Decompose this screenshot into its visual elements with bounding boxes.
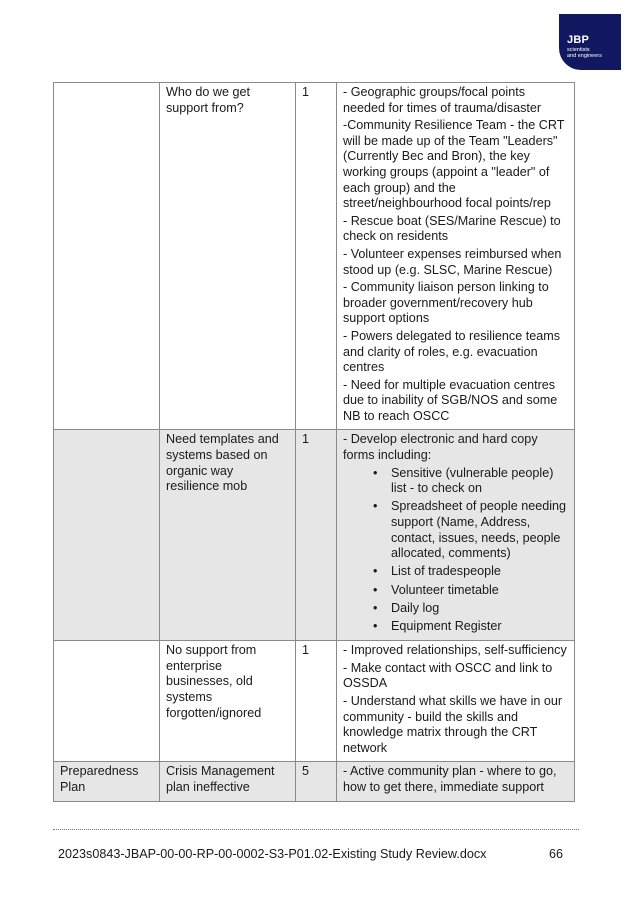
actions-cell <box>337 762 575 801</box>
bullet-item: • Sensitive (vulnerable people) list - to check on <box>391 466 568 497</box>
action-item: - Geographic groups/focal points needed for times of trauma/disaster <box>343 85 542 115</box>
document-name: 2023s0843-JBAP-00-00-RP-00-0002-S3-P01.02-Existing Study Review.docx <box>58 847 487 861</box>
table-row <box>54 83 575 430</box>
action-item: -Community Resilience Team - the CRT will be made up of the Team "Leaders" (Currently Bec and Bron), the key working groups (appoint a "leader" of each group) and the street/neighbourhood focal points/rep <box>343 118 565 211</box>
study-review-table <box>53 82 575 802</box>
rating-cell: 1 <box>296 641 337 762</box>
category-cell: Preparedness Plan <box>54 762 160 801</box>
page-number: 66 <box>548 847 563 861</box>
action-item: - Improved relationships, self-sufficiency <box>343 643 567 658</box>
logo-brand: JBP <box>567 34 589 46</box>
action-item: - Understand what skills we have in our community - build the skills and knowledge matrix through the CRT network <box>343 693 563 755</box>
logo-subtitle-line2: and engineers <box>567 53 602 59</box>
rating-cell: 1 <box>296 430 337 641</box>
issue-cell: Who do we get support from? <box>160 83 296 430</box>
rating-cell: 1 <box>296 83 337 430</box>
actions-cell <box>337 641 575 762</box>
action-item: - Active community plan - where to go, how to get there, immediate support <box>343 764 557 794</box>
issue-cell: No support from enterprise businesses, old systems forgotten/ignored <box>160 641 296 762</box>
jbp-logo <box>559 14 621 70</box>
logo-subtitle <box>567 47 602 59</box>
category-cell <box>54 430 160 641</box>
logo-subtitle-line1: scientists <box>567 47 590 53</box>
bullet-list <box>343 466 568 635</box>
table-row <box>54 641 575 762</box>
rating-cell: 5 <box>296 762 337 801</box>
action-item: - Powers delegated to resilience teams and clarity of roles, e.g. evacuation centres <box>343 328 561 375</box>
table-row <box>54 762 575 801</box>
category-cell <box>54 641 160 762</box>
category-cell <box>54 83 160 430</box>
issue-cell: Crisis Management plan ineffective <box>160 762 296 801</box>
action-item: - Need for multiple evacuation centres due to inability of SGB/NOS and some NB to reach OSCC <box>343 377 558 423</box>
bullet-item: • Volunteer timetable <box>391 583 568 599</box>
issue-cell: Need templates and systems based on organic way resilience mob <box>160 430 296 641</box>
action-item: - Rescue boat (SES/Marine Rescue) to check on residents <box>343 213 561 244</box>
footer-divider <box>53 829 579 830</box>
bullet-item: • Equipment Register <box>391 619 568 635</box>
bullet-item: • List of tradespeople <box>391 564 568 580</box>
table-row <box>54 430 575 641</box>
action-item: - Develop electronic and hard copy forms including: <box>343 432 538 463</box>
bullet-item: • Daily log <box>391 601 568 617</box>
actions-cell <box>337 430 575 641</box>
table-body <box>54 83 575 802</box>
bullet-item: • Spreadsheet of people needing support (Name, Address, contact, issues, needs, people allocated, comments) <box>391 499 568 561</box>
action-item: - Make contact with OSCC and link to OSSDA <box>343 660 553 691</box>
action-item: - Volunteer expenses reimbursed when stood up (e.g. SLSC, Marine Rescue) <box>343 246 562 277</box>
actions-cell <box>337 83 575 430</box>
action-item: - Community liaison person linking to broader government/recovery hub support options <box>343 280 549 326</box>
